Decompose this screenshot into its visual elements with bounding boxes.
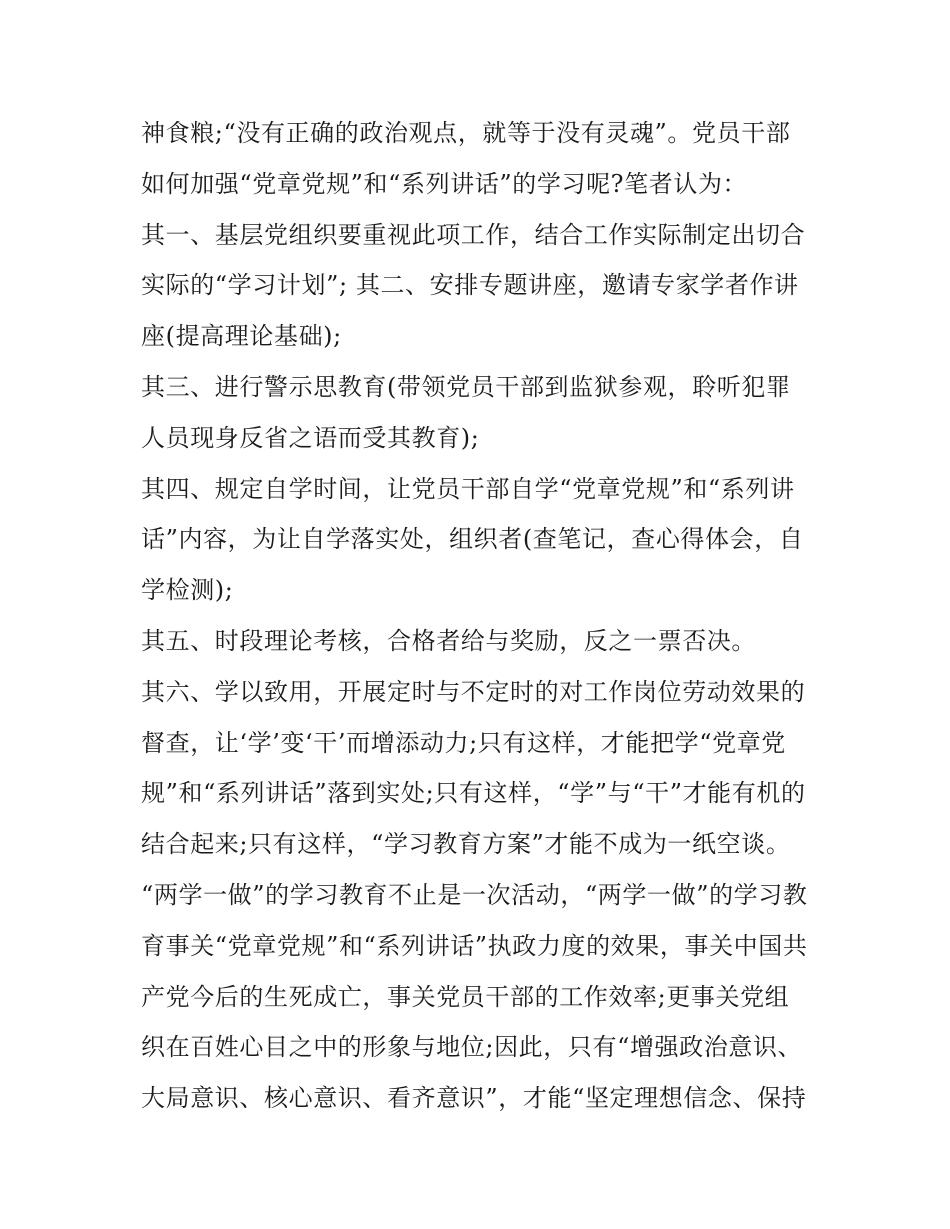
text-line: 其三、进行警示思教育(带领党员干部到监狱参观，聆听犯罪 <box>141 372 791 401</box>
text-line: 话”内容，为让自学落实处，组织者(查笔记，查心得体会，自 <box>141 525 804 554</box>
text-line: 座(提高理论基础); <box>141 322 342 351</box>
body-text <box>141 108 821 1124</box>
text-line: 其四、规定自学时间，让党员干部自学“党章党规”和“系列讲 <box>141 474 795 503</box>
text-line: 大局意识、核心意识、看齐意识”，才能“坚定理想信念、保持 <box>141 1084 807 1113</box>
text-line: 人员现身反省之语而受其教育); <box>141 423 480 452</box>
text-line: 织在百姓心目之中的形象与地位;因此，只有“增强政治意识、 <box>141 1033 803 1062</box>
text-line: 产党今后的生死成亡，事关党员干部的工作效率;更事关党组 <box>141 982 790 1011</box>
text-line: 神食粮;“没有正确的政治观点，就等于没有灵魂”。党员干部 <box>141 119 791 147</box>
text-line: “两学一做”的学习教育不止是一次活动，“两学一做”的学习教 <box>141 880 808 909</box>
text-line: 其五、时段理论考核，合格者给与奖励，反之一票否决。 <box>141 626 756 655</box>
text-line: 如何加强“党章党规”和“系列讲话”的学习呢?笔者认为： <box>141 169 748 198</box>
text-line: 其六、学以致用，开展定时与不定时的对工作岗位劳动效果的 <box>141 677 806 706</box>
text-line: 育事关“党章党规”和“系列讲话”执政力度的效果，事关中国共 <box>141 931 808 960</box>
text-line: 规”和“系列讲话”落到实处;只有这样，“学”与“干”才能有机的 <box>141 779 806 808</box>
text-line: 实际的“学习计划”; 其二、安排专题讲座，邀请专家学者作讲 <box>141 271 799 300</box>
text-line: 学检测); <box>141 576 234 605</box>
text-line: 督查，让‘学’变‘干’而增添动力;只有这样，才能把学“党章党 <box>141 728 786 757</box>
text-line: 结合起来;只有这样，“学习教育方案”才能不成为一纸空谈。 <box>141 830 791 859</box>
text-line: 其一、基层党组织要重视此项工作，结合工作实际制定出切合 <box>141 220 806 249</box>
